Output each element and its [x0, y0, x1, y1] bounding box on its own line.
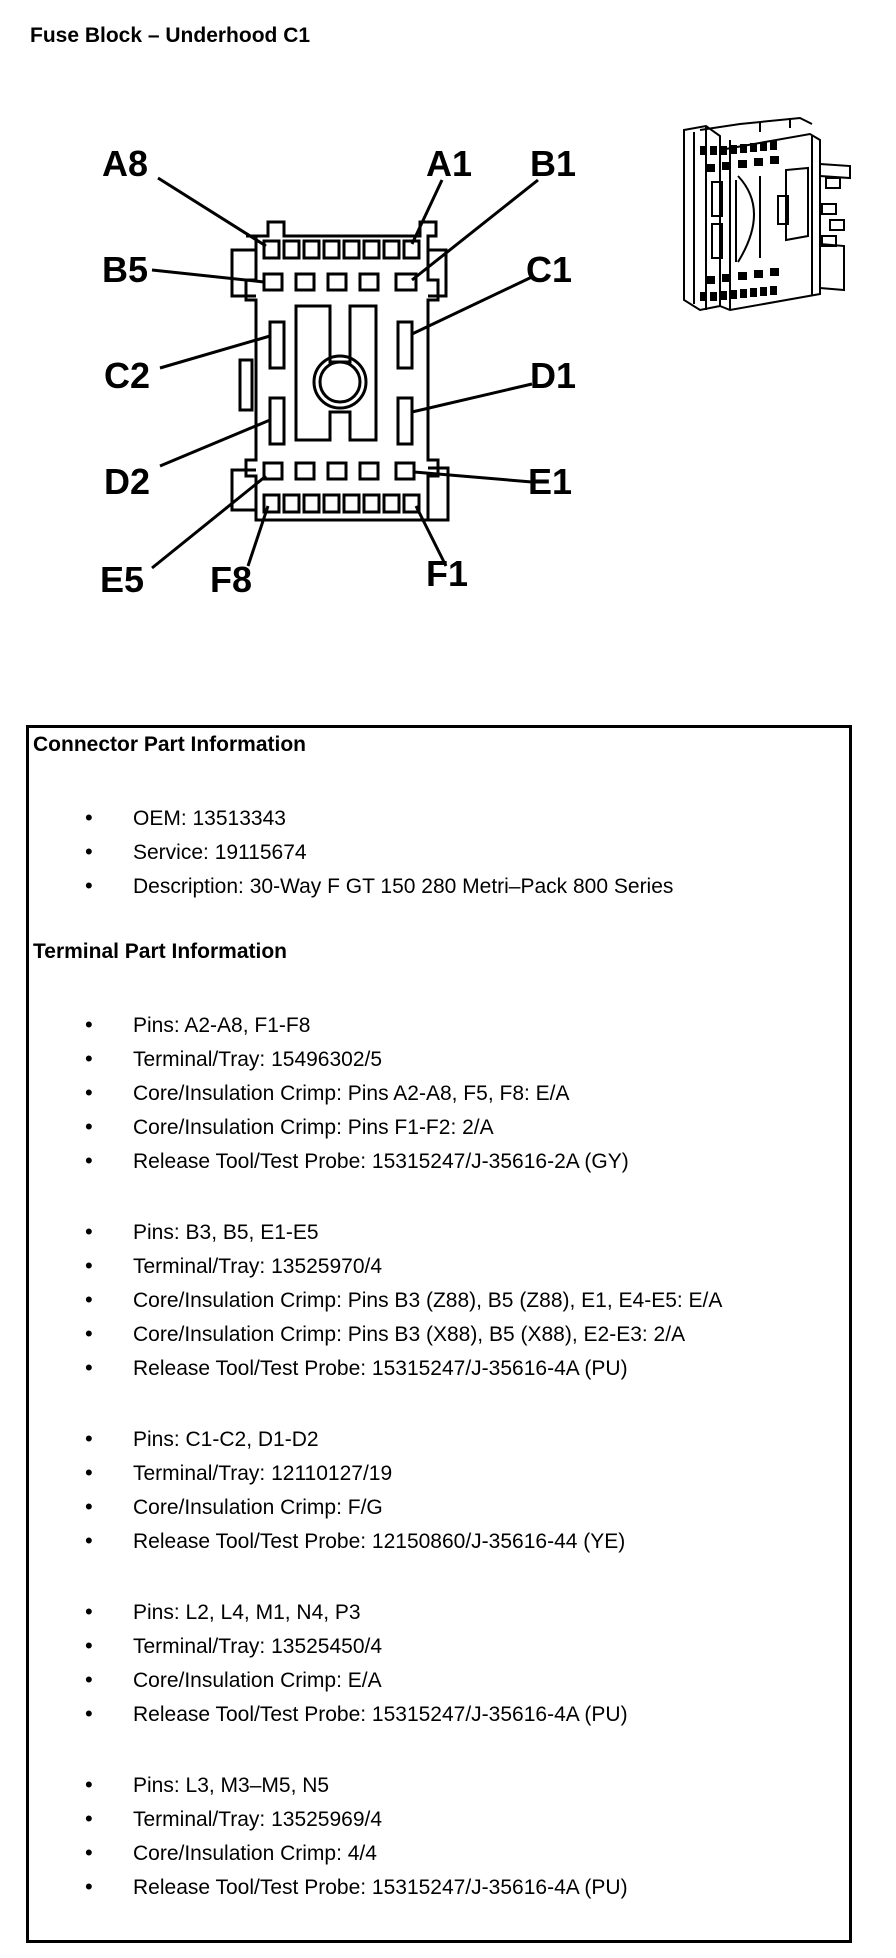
left-side-rib	[240, 360, 252, 410]
page-title: Fuse Block – Underhood C1	[30, 24, 311, 47]
bullet: •	[85, 1219, 93, 1244]
terminal-info-item: Pins: A2-A8, F1-F8	[133, 1014, 311, 1037]
bullet: •	[85, 1772, 93, 1797]
terminal-info-item: Terminal/Tray: 15496302/5	[133, 1048, 383, 1071]
terminal-info-item: Core/Insulation Crimp: F/G	[133, 1496, 383, 1519]
label-a8: A8	[102, 143, 149, 184]
connector-iso-bottom-cavities	[700, 268, 779, 301]
connector-info-item: Service: 19115674	[133, 841, 307, 864]
terminal-info-item: Pins: B3, B5, E1-E5	[133, 1221, 319, 1244]
terminal-info-item: Core/Insulation Crimp: Pins A2-A8, F5, F8: E/A	[133, 1082, 570, 1105]
label-f1: F1	[426, 553, 469, 594]
terminal-info-item: Release Tool/Test Probe: 15315247/J-35616-4A (PU)	[133, 1357, 628, 1380]
bullet: •	[85, 1667, 93, 1692]
terminal-info-item: Terminal/Tray: 12110127/19	[133, 1462, 393, 1485]
terminal-info-item: Release Tool/Test Probe: 15315247/J-35616-4A (PU)	[133, 1876, 628, 1899]
connector-diagram	[0, 0, 896, 700]
bullet: •	[85, 1355, 93, 1380]
connector-info-item: Description: 30-Way F GT 150 280 Metri–Pack 800 Series	[133, 875, 674, 898]
terminal-info-item: Pins: L3, M3–M5, N5	[133, 1774, 330, 1797]
label-f8: F8	[210, 559, 253, 600]
row-b-cavities	[264, 274, 416, 290]
label-d1: D1	[530, 355, 577, 396]
terminal-info-item: Core/Insulation Crimp: 4/4	[133, 1842, 377, 1865]
label-e5: E5	[100, 559, 145, 600]
row-e-cavities	[264, 463, 414, 479]
terminal-info-item: Pins: C1-C2, D1-D2	[133, 1428, 319, 1451]
row-f-cavities	[264, 495, 419, 512]
row-c-d-slots	[270, 322, 412, 444]
bullet: •	[85, 1426, 93, 1451]
bullet: •	[85, 1046, 93, 1071]
terminal-info-item: Pins: L2, L4, M1, N4, P3	[133, 1601, 361, 1624]
bullet: •	[85, 1253, 93, 1278]
bullet: •	[85, 1806, 93, 1831]
terminal-info-item: Core/Insulation Crimp: E/A	[133, 1669, 382, 1692]
connector-info-item: OEM: 13513343	[133, 807, 286, 830]
bullet: •	[85, 1012, 93, 1037]
bullet: •	[85, 1599, 93, 1624]
bullet: •	[85, 1080, 93, 1105]
terminal-info-item: Terminal/Tray: 13525970/4	[133, 1255, 383, 1278]
row-a-cavities	[264, 241, 419, 258]
bullet: •	[85, 1701, 93, 1726]
terminal-info-item: Release Tool/Test Probe: 12150860/J-35616-44 (YE)	[133, 1530, 626, 1553]
bullet: •	[85, 1840, 93, 1865]
connector-iso-side-terminals	[822, 178, 844, 246]
label-c2: C2	[104, 355, 151, 396]
bullet: •	[85, 1287, 93, 1312]
terminal-info-item: Release Tool/Test Probe: 15315247/J-35616-2A (GY)	[133, 1150, 629, 1173]
bullet: •	[85, 1633, 93, 1658]
label-e1: E1	[528, 461, 573, 502]
bullet: •	[85, 1321, 93, 1346]
connector-info-title: Connector Part Information	[33, 733, 307, 756]
bullet: •	[85, 1874, 93, 1899]
connector-body-outline	[246, 222, 438, 520]
terminal-info-item: Core/Insulation Crimp: Pins B3 (X88), B5 (X88), E2-E3: 2/A	[133, 1323, 686, 1346]
terminal-info-item: Core/Insulation Crimp: Pins F1-F2: 2/A	[133, 1116, 494, 1139]
bullet: •	[85, 1148, 93, 1173]
label-b1: B1	[530, 143, 577, 184]
terminal-info-item: Terminal/Tray: 13525969/4	[133, 1808, 383, 1831]
bullet: •	[85, 839, 93, 864]
label-b5: B5	[102, 249, 149, 290]
bullet: •	[85, 1114, 93, 1139]
bullet: •	[85, 805, 93, 830]
left-latch	[232, 250, 256, 296]
label-a1: A1	[426, 143, 473, 184]
bullet: •	[85, 1528, 93, 1553]
terminal-info-item: Release Tool/Test Probe: 15315247/J-35616-4A (PU)	[133, 1703, 628, 1726]
terminal-info-item: Core/Insulation Crimp: Pins B3 (Z88), B5 (Z88), E1, E4-E5: E/A	[133, 1289, 723, 1312]
bullet: •	[85, 873, 93, 898]
terminal-info-title: Terminal Part Information	[33, 940, 287, 963]
label-c1: C1	[526, 249, 573, 290]
center-bolt-hole	[314, 356, 366, 408]
part-information-box	[26, 725, 852, 1943]
bullet: •	[85, 1494, 93, 1519]
bullet: •	[85, 1460, 93, 1485]
label-d2: D2	[104, 461, 151, 502]
terminal-info-item: Terminal/Tray: 13525450/4	[133, 1635, 383, 1658]
